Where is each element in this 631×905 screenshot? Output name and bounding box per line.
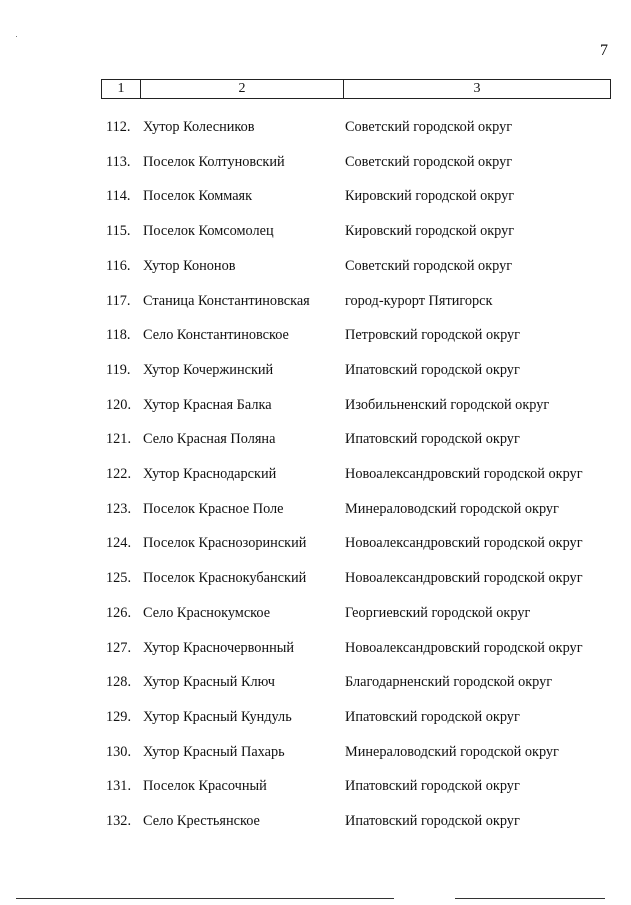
table-row — [0, 359, 631, 381]
settlement-name: Хутор Красночервонный — [143, 639, 294, 656]
table-row — [0, 394, 631, 416]
table-row — [0, 567, 631, 589]
table-row — [0, 741, 631, 763]
table-row — [0, 463, 631, 485]
settlement-name: Хутор Кочержинский — [143, 361, 274, 378]
district-name: Петровский городской округ — [345, 327, 521, 344]
footer-rule-right — [455, 898, 605, 899]
district-name: Ипатовский городской округ — [345, 708, 520, 725]
table-row — [0, 116, 631, 138]
settlement-name: Хутор Красная Балка — [143, 396, 272, 413]
row-number: 127. — [106, 639, 132, 656]
row-number: 113. — [106, 153, 131, 170]
district-name: Советский городской округ — [345, 257, 513, 274]
row-number: 118. — [106, 327, 131, 344]
table-row — [0, 428, 631, 450]
settlement-name: Хутор Краснодарский — [143, 466, 277, 482]
district-name: Новоалександровский городской округ — [345, 466, 583, 482]
row-number: 131. — [106, 778, 132, 795]
district-name: Минераловодский городской округ — [345, 743, 559, 760]
table-row — [0, 324, 631, 346]
row-number: 129. — [106, 708, 132, 725]
row-number: 121. — [106, 431, 132, 448]
row-number: 116. — [106, 257, 131, 274]
district-name: Ипатовский городской округ — [345, 813, 520, 829]
district-name: Ипатовский городской округ — [345, 778, 520, 795]
settlement-name: Хутор Красный Пахарь — [143, 743, 285, 760]
district-name: Кировский городской округ — [345, 223, 515, 240]
district-name: Георгиевский городской округ — [345, 604, 531, 621]
row-number: 114. — [106, 188, 131, 205]
settlement-name: Поселок Краснозоринский — [143, 535, 307, 552]
row-number: 112. — [106, 119, 131, 135]
district-name: Минераловодский городской округ — [345, 500, 559, 517]
settlement-name: Село Краснокумское — [143, 604, 271, 621]
table-row — [0, 810, 631, 832]
district-name: Новоалександровский городской округ — [345, 570, 583, 587]
row-number: 123. — [106, 500, 132, 517]
settlement-name: Поселок Коммаяк — [143, 188, 253, 205]
settlement-name: Хутор Кононов — [143, 257, 236, 274]
settlement-name: Поселок Краснокубанский — [143, 570, 307, 587]
settlement-name: Поселок Красное Поле — [143, 500, 284, 517]
scan-speck — [16, 36, 17, 37]
table-row — [0, 290, 631, 312]
table-row — [0, 532, 631, 554]
table-row — [0, 775, 631, 797]
settlement-name: Село Константиновское — [143, 327, 289, 344]
settlement-name: Село Красная Поляна — [143, 431, 276, 448]
footer-rule-left — [16, 898, 394, 899]
district-name: Советский городской округ — [345, 119, 513, 135]
table-row — [0, 637, 631, 659]
district-name: Кировский городской округ — [345, 188, 515, 205]
row-number: 126. — [106, 604, 132, 621]
district-name: Изобильненский городской округ — [345, 396, 550, 413]
row-number: 115. — [106, 223, 131, 240]
table-row — [0, 602, 631, 624]
district-name: город-курорт Пятигорск — [345, 292, 493, 309]
settlement-name: Хутор Красный Ключ — [143, 674, 276, 691]
settlement-name: Хутор Красный Кундуль — [143, 708, 292, 725]
settlement-name: Станица Константиновская — [143, 292, 310, 309]
table-header — [101, 79, 611, 99]
settlement-name: Хутор Колесников — [143, 119, 255, 135]
settlement-name: Поселок Комсомолец — [143, 223, 274, 240]
page-number: 7 — [600, 42, 608, 59]
row-number: 119. — [106, 361, 131, 378]
district-name: Ипатовский городской округ — [345, 431, 520, 448]
row-number: 128. — [106, 674, 132, 691]
row-number: 124. — [106, 535, 132, 552]
district-name: Новоалександровский городской округ — [345, 639, 583, 656]
settlement-name: Поселок Колтуновский — [143, 153, 285, 170]
table-row — [0, 671, 631, 693]
table-row — [0, 151, 631, 173]
row-number: 130. — [106, 743, 132, 760]
header-col-2: 2 — [140, 80, 343, 98]
district-name: Ипатовский городской округ — [345, 361, 520, 378]
table-row — [0, 220, 631, 242]
table-row — [0, 706, 631, 728]
settlement-name: Поселок Красочный — [143, 778, 267, 795]
settlement-name: Село Крестьянское — [143, 813, 260, 829]
row-number: 120. — [106, 396, 132, 413]
district-name: Советский городской округ — [345, 153, 513, 170]
row-number: 132. — [106, 813, 132, 829]
table-row — [0, 185, 631, 207]
row-number: 117. — [106, 292, 131, 309]
table-row — [0, 255, 631, 277]
header-col-1: 1 — [117, 81, 125, 96]
row-number: 125. — [106, 570, 132, 587]
table-row — [0, 498, 631, 520]
district-name: Новоалександровский городской округ — [345, 535, 583, 552]
header-col-3: 3 — [343, 80, 610, 98]
district-name: Благодарненский городской округ — [345, 674, 553, 691]
row-number: 122. — [106, 466, 132, 482]
